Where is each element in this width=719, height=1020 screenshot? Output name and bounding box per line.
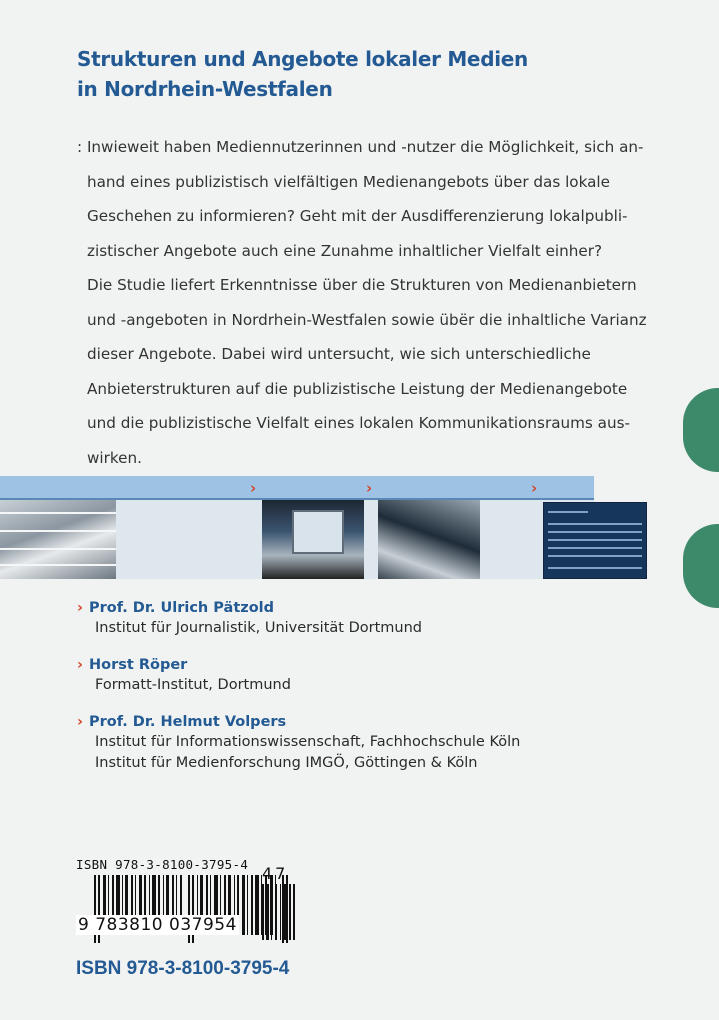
radio-studio-photo [378, 500, 480, 579]
contributor-affiliation: Institut für Medienforschung IMGÖ, Göttingen & Köln [95, 755, 478, 771]
blurb-line: hand eines publizistisch vielfältigen Medienangebots über das lokale [87, 172, 610, 191]
contributor-affiliation: Institut für Informationswissenschaft, Fachhochschule Köln [95, 734, 521, 750]
blurb-line: : Inwieweit haben Mediennutzerinnen und -nutzer die Möglichkeit, sich an- [77, 138, 644, 156]
book-title-line-2: in Nordrhein-Westfalen [77, 77, 333, 101]
teletext-screen-photo [543, 502, 647, 579]
photo-band [0, 476, 594, 579]
chevron-right-icon: › [77, 714, 83, 730]
blurb-line: dieser Angebote. Dabei wird untersucht, wie sich unterschiedliche [87, 345, 591, 363]
contributor-block [77, 712, 597, 774]
chevron-right-icon: › [250, 479, 257, 497]
computer-monitor-photo [262, 500, 364, 579]
chevron-right-icon: › [77, 657, 83, 673]
green-edge-tab-bottom [683, 524, 719, 608]
contributor-affiliation: Institut für Journalistik, Universität Dortmund [95, 620, 422, 636]
chevron-right-icon: › [366, 479, 373, 497]
barcode-addon-digits: 47 [262, 864, 289, 883]
blurb-line: Anbieterstrukturen auf die publizistische Leistung der Medienangebote [87, 379, 628, 398]
blurb-line: und -angeboten in Nordrhein-Westfalen sowie übër die inhaltliche Varianz [87, 310, 647, 329]
band-strip [0, 476, 594, 500]
blurb-line: und die publizistische Vielfalt eines lokalen Kommunikationsraums aus- [87, 414, 630, 432]
contributor-affiliation: Formatt-Institut, Dortmund [95, 677, 291, 693]
blurb-text [77, 130, 647, 475]
barcode-top-text: ISBN 978-3-8100-3795-4 [76, 857, 249, 872]
book-title [77, 44, 637, 104]
green-edge-tab-top [683, 388, 719, 472]
contributor-name: › Prof. Dr. Helmut Volpers [77, 714, 287, 730]
book-title-line-1: Strukturen und Angebote lokaler Medien [77, 47, 528, 71]
newspaper-stack-photo [0, 500, 116, 579]
blurb-line: zistischer Angebote auch eine Zunahme inhaltlicher Vielfalt einher? [87, 241, 603, 260]
barcode-addon-bars [262, 884, 296, 940]
chevron-right-icon: › [531, 479, 538, 497]
barcode-digits: 9 783810 037954 [78, 915, 237, 935]
blurb-line: Geschehen zu informieren? Geht mit der Ausdifferenzierung lokalpubli- [87, 207, 628, 225]
blurb-line: wirken. [87, 448, 142, 467]
chevron-right-icon: › [77, 600, 83, 616]
isbn-label: ISBN 978-3-8100-3795-4 [76, 958, 290, 979]
blurb-line: Die Studie liefert Erkenntnisse über die Strukturen von Medienanbietern [87, 276, 637, 294]
contributor-block [77, 655, 597, 696]
contributor-name: › Prof. Dr. Ulrich Pätzold [77, 600, 275, 616]
contributor-block [77, 598, 597, 639]
contributor-name: › Horst Röper [77, 657, 188, 673]
